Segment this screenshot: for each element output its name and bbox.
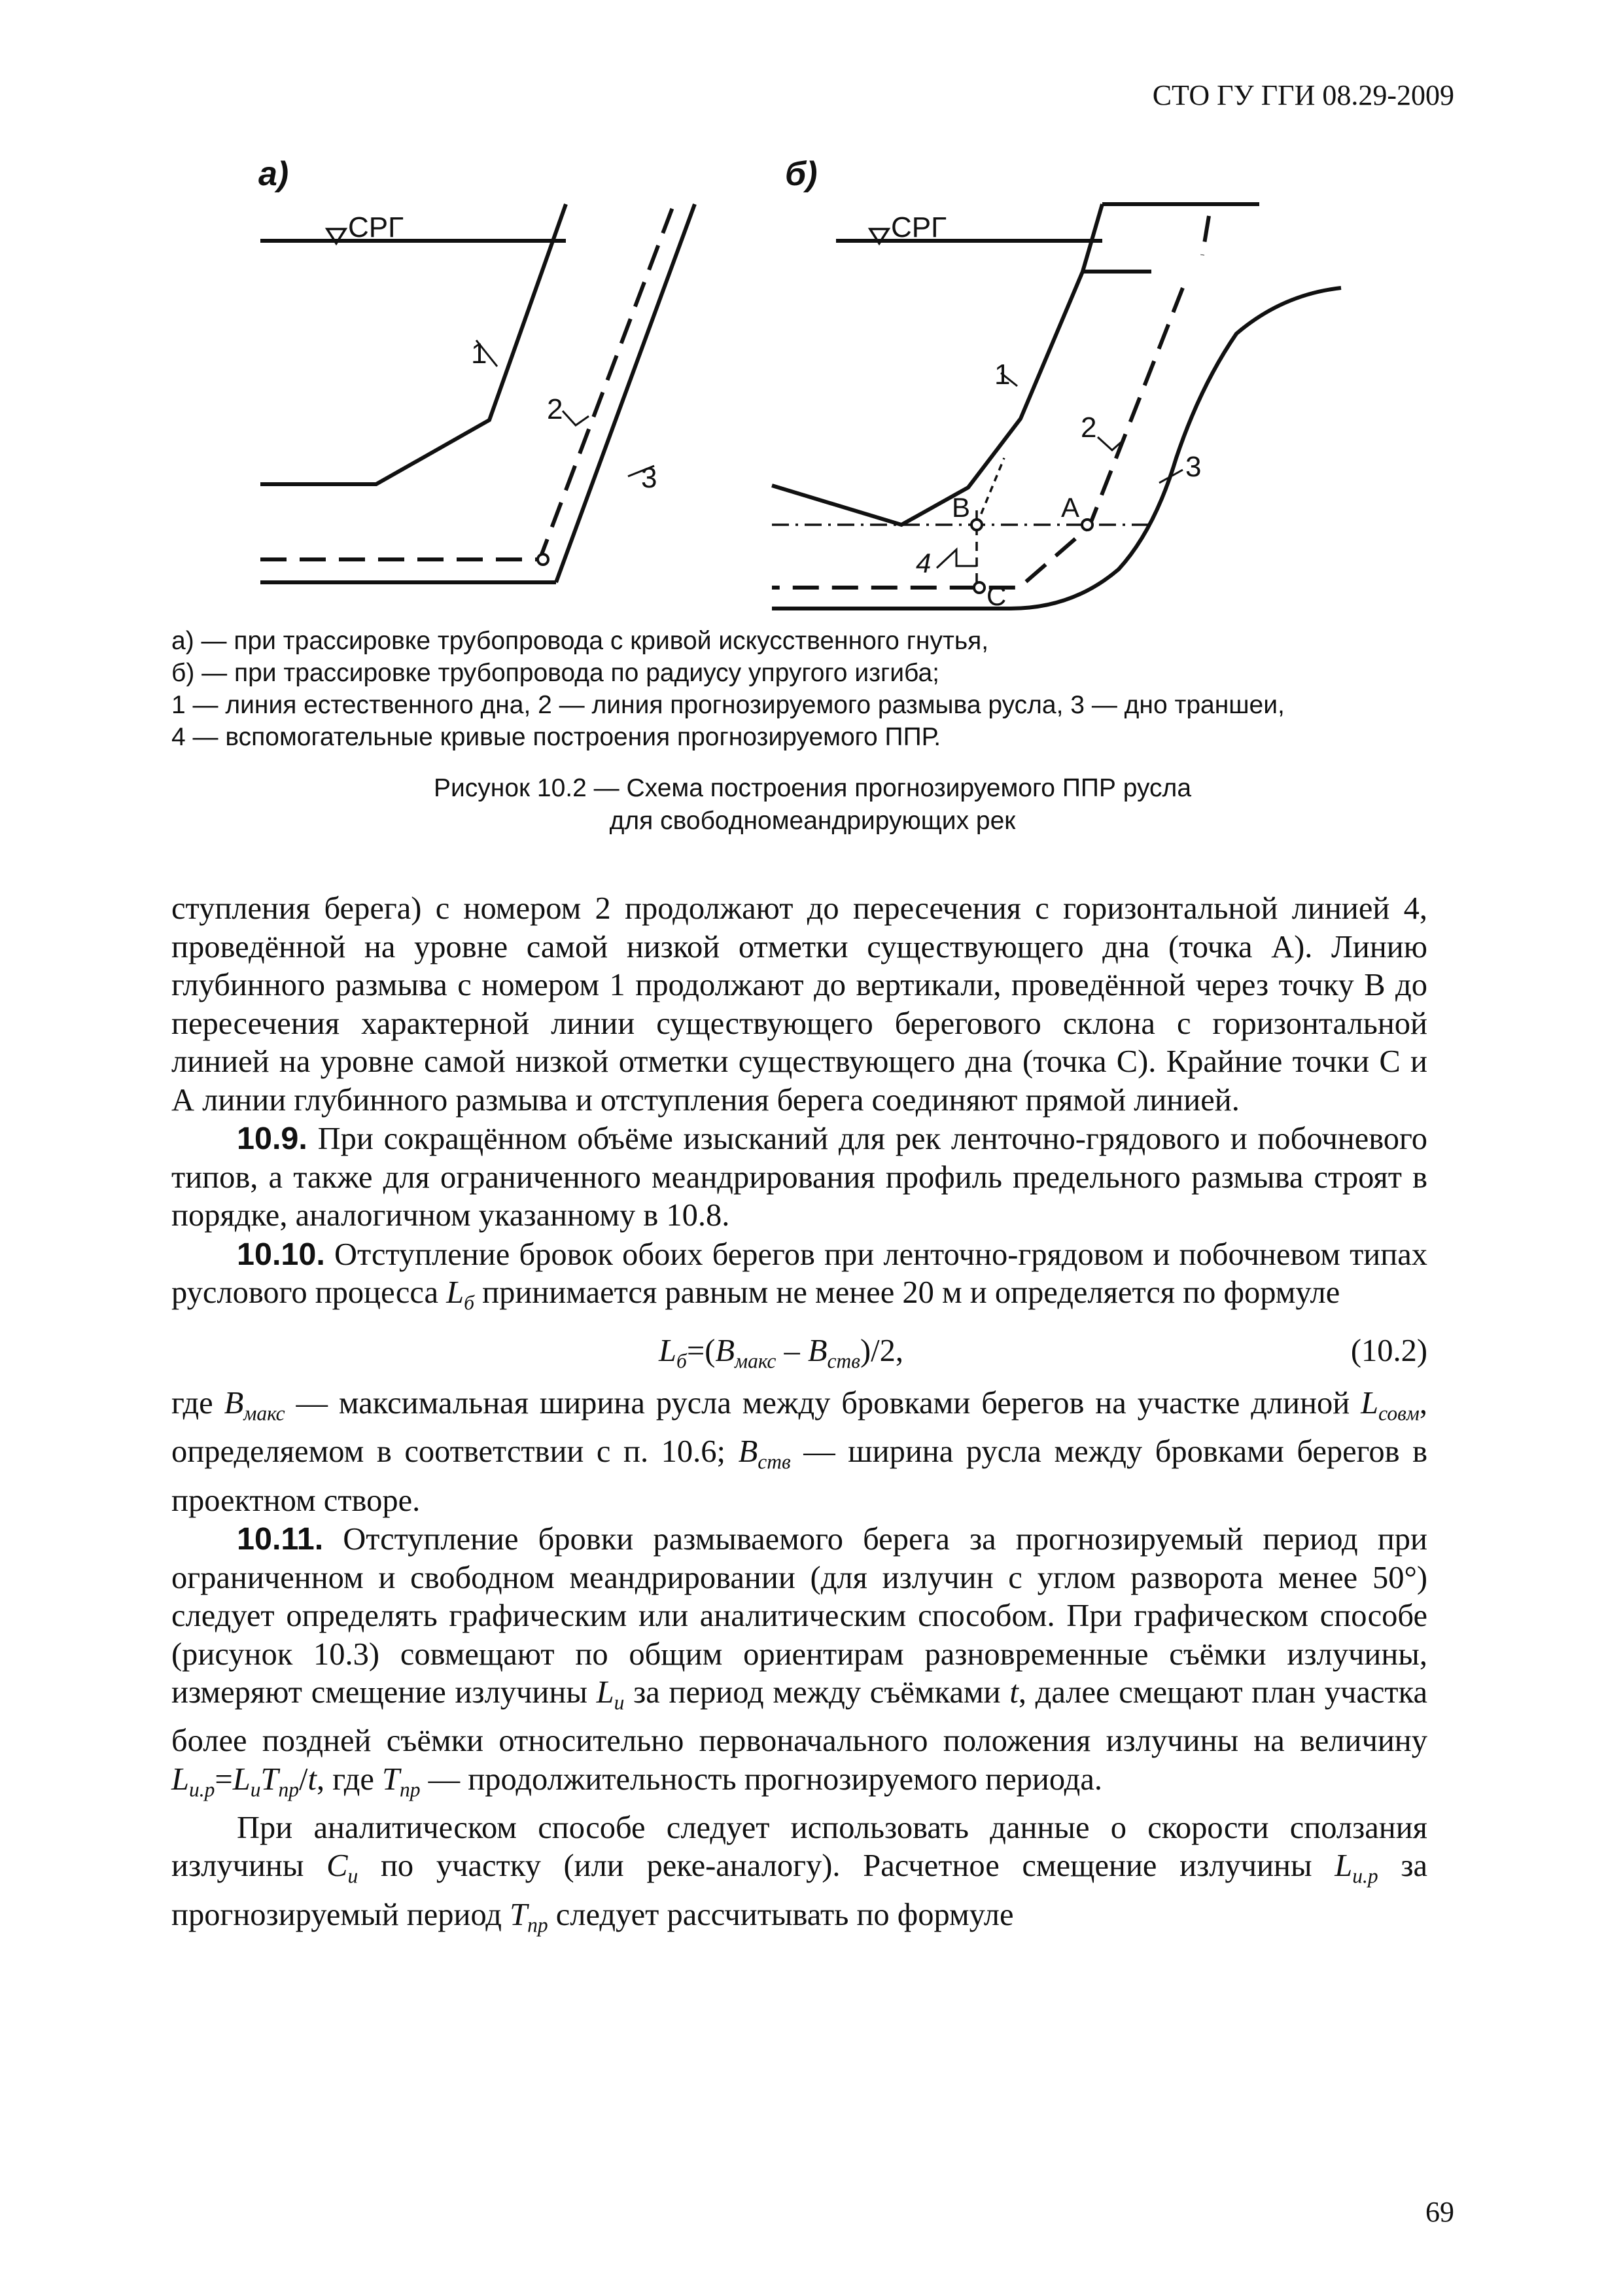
panel-b-drawing <box>772 204 1341 609</box>
label-3-b: 3 <box>1185 451 1202 483</box>
leader-2-a <box>563 411 589 425</box>
figure-caption <box>171 772 1454 838</box>
formula-number: (10.2) <box>1350 1333 1427 1369</box>
document-header: СТО ГУ ГГИ 08.29-2009 <box>1152 79 1454 111</box>
body-text <box>171 890 1427 1945</box>
line1-natural-bottom-a <box>260 204 566 484</box>
label-2-b: 2 <box>1081 412 1097 444</box>
label-point-c: С <box>986 580 1007 611</box>
section-number: 10.9. <box>237 1121 307 1156</box>
paragraph-analytic: При аналитическом способе следует использовать данные о скорости сползания излучины $C_и$ по участку (или реке-аналогу). Расчетное смещение излучины $L_{и.р}$ за прогнозируемый период $T_{пр}$ следует рассчитывать по формуле <box>171 1810 1427 1937</box>
label-4-b: 4 <box>916 548 932 578</box>
section-number: 10.10. <box>237 1236 325 1272</box>
paragraph-10-9: 10.9. При сокращённом объёме изысканий для рек ленточно-грядового и побочневого типов, а также для ограниченного меандрирования профиль предельного размыва строят в порядке, аналогичном указанному в 10.8. <box>171 1121 1427 1233</box>
point-c-marker <box>974 582 985 593</box>
figure-caption-line-2: для свободномеандрирующих рек <box>609 807 1016 835</box>
line2-forecast-erosion-a <box>260 204 674 559</box>
water-level-label-b: СРГ <box>891 211 947 243</box>
label-2-a: 2 <box>547 393 563 425</box>
legend-line: а) — при трассировке трубопровода с кривой искусственного гнутья, <box>171 627 989 655</box>
legend-line: б) — при трассировке трубопровода по радиусу упругого изгиба; <box>171 659 939 687</box>
point-b-marker <box>971 520 982 530</box>
line2-upper-dash-b <box>1202 216 1209 255</box>
legend-line: 4 — вспомогательные кривые построения прогнозируемого ППР. <box>171 723 941 751</box>
water-level-label-a: СРГ <box>348 211 404 243</box>
label-point-b: В <box>952 492 971 523</box>
figure-caption-line-1: Рисунок 10.2 — Схема построения прогнозируемого ППР русла <box>433 774 1192 802</box>
formula-expression: $L_б=(B_{макс} - B_{ств})/2$, <box>659 1333 903 1373</box>
panel-a-drawing <box>260 204 695 582</box>
label-1-b: 1 <box>994 359 1011 391</box>
line3-trench-slope-a <box>556 204 695 582</box>
paragraph-continued: ступления берега) с номером 2 продолжают до пересечения с горизонтальной линией 4, проведённой на уровне самой низкой отметки существующего дна (точка А). Линию глубинного размыва с номером 1 продолжают до вертикали, проведённой через точку В до пересечения характерной линии существующего берегового склона с горизонтальной линией на уровне самой низкой отметки существующего дна (точка С). Крайние точки С и А линии глубинного размыва и отступления берега соединяют прямой линией. <box>171 891 1427 1118</box>
panel-a-label: а) <box>258 155 289 193</box>
figure-10-2 <box>249 147 1374 618</box>
line1-natural-bottom-b <box>772 204 1102 525</box>
paragraph-10-11: 10.11. Отступление бровки размываемого берега за прогнозируемый период при ограниченном и свободном меандрировании (для излучин с углом разворота менее 50°) следует определять графическим или аналитическим способом. При графическом способе (рисунок 10.3) совмещают по общим ориентирам разновременные съёмки излучины, измеряют смещение излучины $L_и$ за период между съёмками t, далее смещают план участка более поздней съёмки относительно первоначального положения излучины на величину $L_{и.р}=L_иT_{пр}/t$, где $T_{пр}$ — продолжительность прогнозируемого периода. <box>171 1521 1427 1801</box>
paragraph-where: где $B_{макс}$ — максимальная ширина русла между бровками берегов на участке длиной $L_{совм}$, определяемом в соответствии с п. 10.6; $B_{ств}$ — ширина русла между бровками берегов в проектном створе. <box>171 1386 1427 1518</box>
paragraph-10-10: 10.10. Отступление бровок обоих берегов при ленточно-грядовом и побочневом типах руслового процесса $L_б$ принимается равным не менее 20 м и определяется по формуле <box>171 1236 1427 1315</box>
legend-line: 1 — линия естественного дна, 2 — линия прогнозируемого размыва русла, 3 — дно траншеи, <box>171 691 1285 719</box>
label-3-a: 3 <box>641 462 657 494</box>
label-point-a: А <box>1061 492 1080 523</box>
panel-b-label: б) <box>785 155 818 193</box>
section-number: 10.11. <box>237 1521 324 1557</box>
formula-10-2 <box>171 1322 1427 1385</box>
leader-4-b <box>937 550 977 568</box>
point-a-marker <box>1082 520 1092 530</box>
figure-legend <box>171 625 1454 753</box>
page-number: 69 <box>1425 2196 1454 2228</box>
label-1-a: 1 <box>471 338 487 370</box>
pipeline-point-a <box>538 554 548 565</box>
